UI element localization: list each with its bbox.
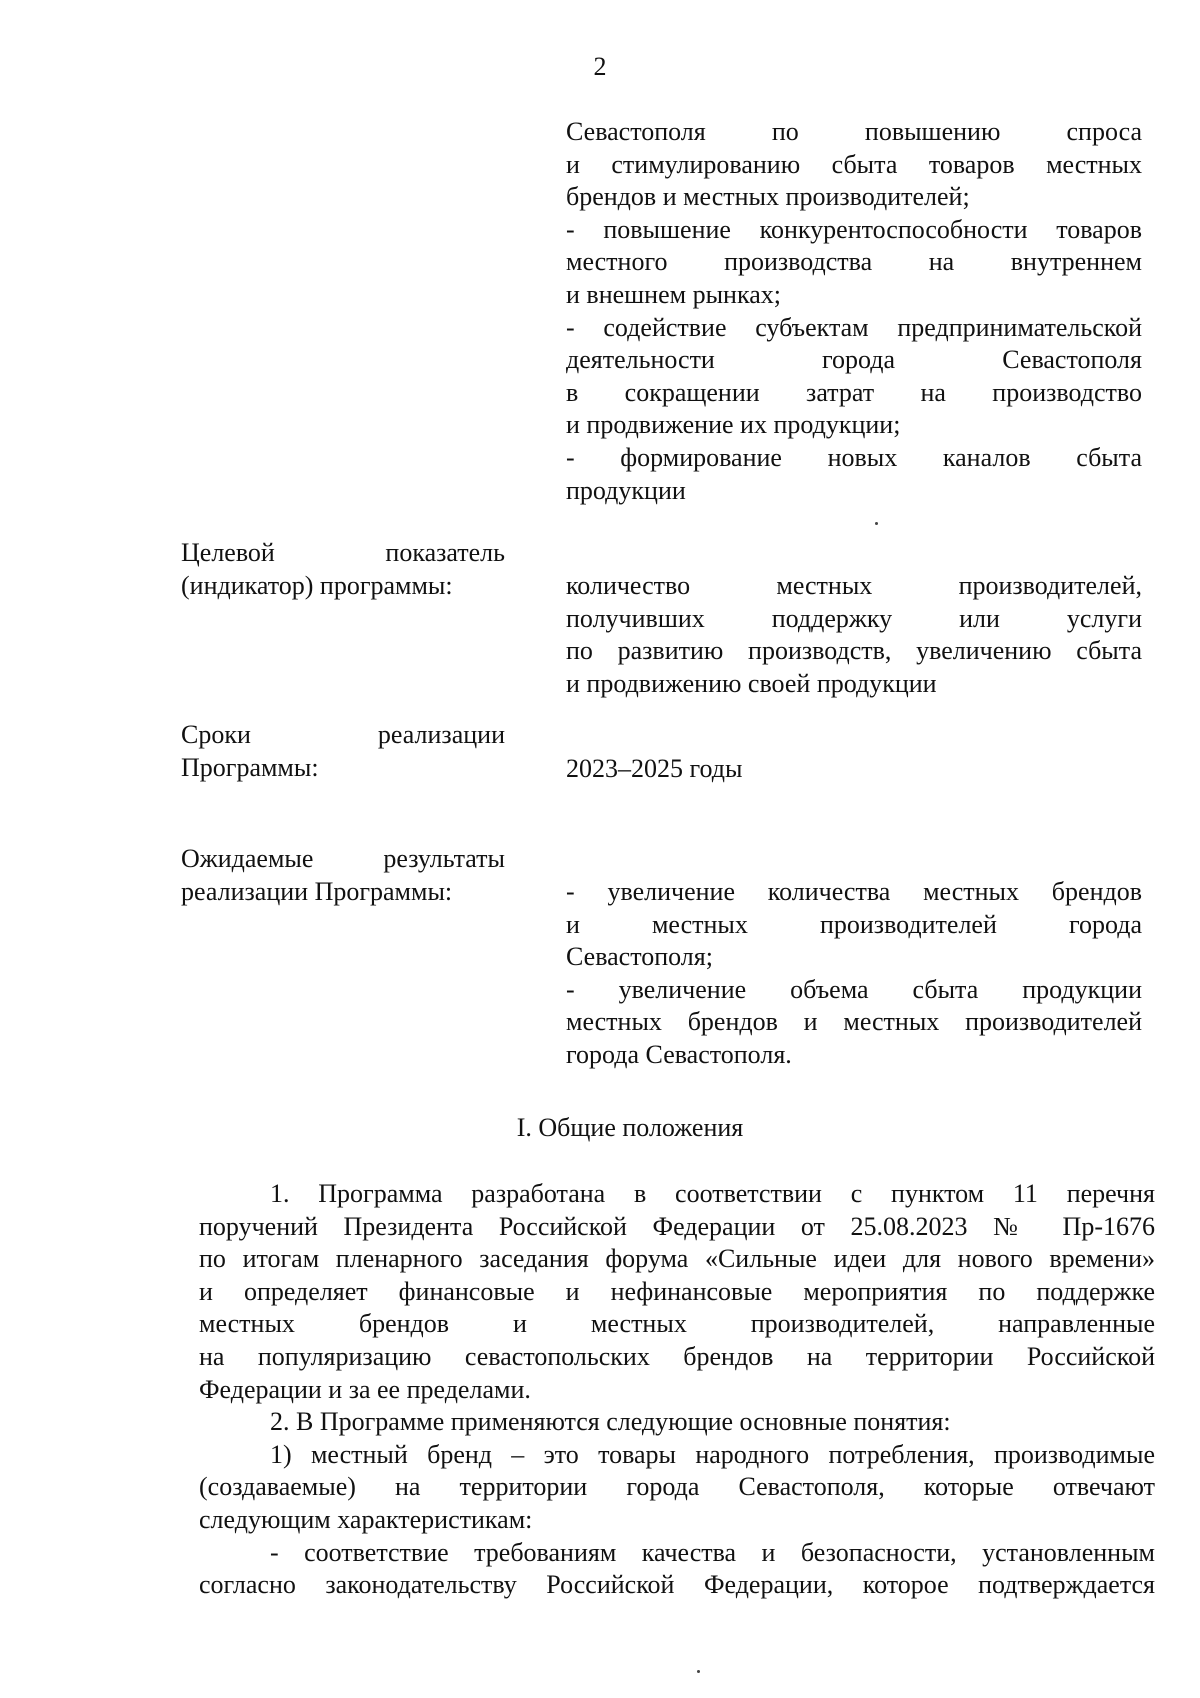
paragraph-line: (создаваемые) на территории города Севастополя, которые отвечают	[199, 1472, 1155, 1502]
expected-results-label	[181, 843, 505, 908]
paragraph-line: местных брендов и местных производителей, направленные	[199, 1309, 1155, 1339]
text-line: продукции	[566, 475, 686, 505]
passport-goals-continuation	[566, 116, 1142, 507]
text-line: и продвижение их продукции;	[566, 410, 901, 440]
text-line: количество местных производителей,	[566, 571, 1142, 600]
general-provisions-body	[199, 1178, 1155, 1602]
text-line: 2023–2025 годы	[566, 754, 743, 783]
paragraph-line: следующим характеристикам:	[199, 1504, 533, 1534]
label-line: реализации Программы:	[181, 876, 453, 906]
scan-speck	[697, 1670, 700, 1673]
label-line: Сроки реализации	[181, 720, 505, 749]
paragraph-line: поручений Президента Российской Федерации от 25.08.2023 № Пр-1676	[199, 1211, 1155, 1241]
paragraph-line: и определяет финансовые и нефинансовые мероприятия по поддержке	[199, 1276, 1155, 1306]
paragraph-line: согласно законодательству Российской Федерации, которое подтверждается	[199, 1570, 1155, 1600]
implementation-period-label	[181, 719, 505, 784]
text-line: и продвижению своей продукции	[566, 668, 937, 698]
paragraph-line: Федерации и за ее пределами.	[199, 1374, 531, 1404]
page-number: 2	[593, 52, 607, 81]
implementation-period-value	[566, 753, 1142, 786]
expected-results-value	[566, 876, 1142, 1072]
text-line: - содействие субъектам предпринимательской	[566, 312, 1142, 342]
target-indicator-label	[181, 537, 505, 602]
text-line: города Севастополя.	[566, 1039, 792, 1069]
paragraph-line: 2. В Программе применяются следующие основные понятия:	[270, 1407, 951, 1437]
text-line: деятельности города Севастополя	[566, 345, 1142, 375]
text-line: местного производства на внутреннем	[566, 247, 1142, 277]
label-line: Ожидаемые результаты	[181, 844, 505, 873]
label-line: (индикатор) программы:	[181, 570, 453, 600]
paragraph-line: - соответствие требованиям качества и безопасности, установленным	[270, 1537, 1155, 1567]
text-line: в сокращении затрат на производство	[566, 377, 1142, 407]
text-line: по развитию производств, увеличению сбыта	[566, 636, 1142, 666]
text-line: получивших поддержку или услуги	[566, 603, 1142, 633]
text-line: и стимулированию сбыта товаров местных	[566, 149, 1142, 179]
text-line: - увеличение объема сбыта продукции	[566, 974, 1142, 1004]
text-line: брендов и местных производителей;	[566, 182, 970, 212]
text-line: Севастополя по повышению спроса	[566, 117, 1142, 146]
text-line: - повышение конкурентоспособности товаров	[566, 214, 1142, 244]
paragraph-line: по итогам пленарного заседания форума «Сильные идеи для нового времени»	[199, 1244, 1155, 1274]
paragraph-line: 1. Программа разработана в соответствии с пунктом 11 перечня	[270, 1179, 1155, 1208]
paragraph-line: на популяризацию севастопольских брендов на территории Российской	[199, 1341, 1155, 1371]
label-line: Целевой показатель	[181, 538, 505, 567]
text-line: местных брендов и местных производителей	[566, 1007, 1142, 1037]
text-line: - увеличение количества местных брендов	[566, 877, 1142, 906]
text-line: - формирование новых каналов сбыта	[566, 442, 1142, 472]
paragraph-line: 1) местный бренд – это товары народного потребления, производимые	[270, 1439, 1155, 1469]
section-title: I. Общие положения	[516, 1113, 744, 1142]
label-line: Программы:	[181, 752, 319, 782]
text-line: и внешнем рынках;	[566, 279, 781, 309]
scan-speck	[875, 522, 878, 525]
target-indicator-value	[566, 570, 1142, 700]
text-line: и местных производителей города	[566, 909, 1142, 939]
text-line: Севастополя;	[566, 942, 713, 972]
